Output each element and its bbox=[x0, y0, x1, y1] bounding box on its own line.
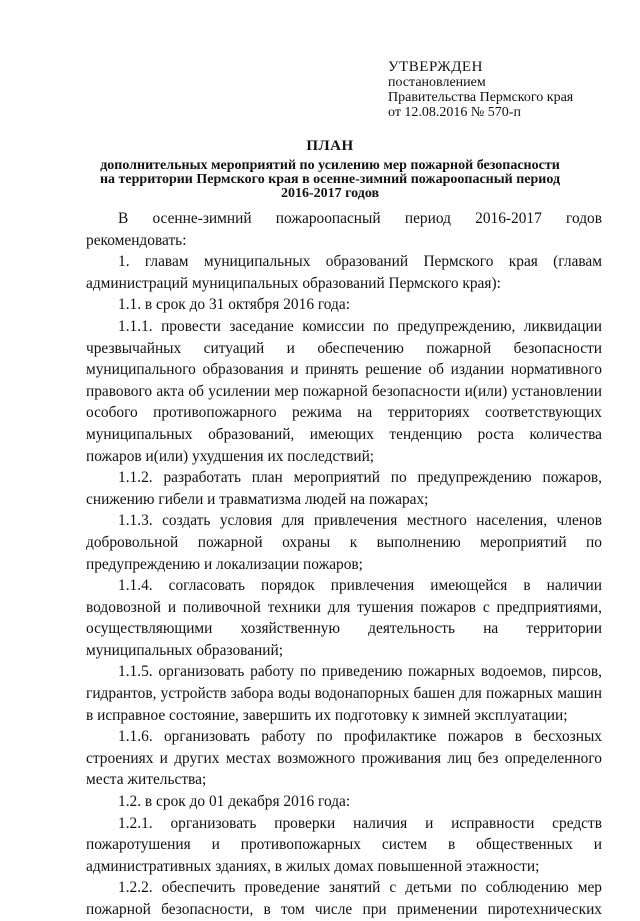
paragraph-1-2-1: 1.2.1. организовать проверки наличия и исправности средств пожаротушения и противопожарных систем в общественных и административных зданиях, в жилых домах повышенной этажности; bbox=[86, 814, 602, 875]
plan-heading: ПЛАН bbox=[306, 138, 354, 154]
paragraph-1-2-2: 1.2.2. обеспечить проведение занятий с детьми по соблюдению мер пожарной безопасности, в том числе при применении пиротехнических bbox=[86, 879, 602, 918]
paragraph-1-1-2: 1.1.2. разработать план мероприятий по предупреждению пожаров, снижению гибели и травматизма людей на пожарах; bbox=[86, 469, 602, 508]
subtitle-line-1: дополнительных мероприятий по усилению мер пожарной безопасности bbox=[100, 158, 560, 173]
paragraph-1-1-6: 1.1.6. организовать работу по профилактике пожаров в бесхозных строениях и других местах возможного проживания лиц без определенного места жительства; bbox=[86, 728, 602, 789]
paragraph-1-2: 1.2. в срок до 01 декабря 2016 года: bbox=[118, 793, 351, 811]
paragraph-1: 1. главам муниципальных образований Пермского края (главам администраций муниципальных образований Пермского края): bbox=[86, 253, 602, 292]
paragraph-1-1-4: 1.1.4. согласовать порядок привлечения имеющейся в наличии водовозной и поливочной техники для тушения пожаров с предприятиями, осуществляющими хозяйственную деятельность на территории муниципальных образований; bbox=[86, 577, 602, 659]
paragraph-1-1-3: 1.1.3. создать условия для привлечения местного населения, членов добровольной пожарной охраны к выполнению мероприятий по предупреждению и локализации пожаров; bbox=[86, 512, 602, 573]
paragraph-intro: В осенне-зимний пожароопасный период 2016-2017 годов рекомендовать: bbox=[86, 210, 602, 249]
subtitle-line-2: на территории Пермского края в осенне-зимний пожароопасный период bbox=[99, 172, 561, 187]
subtitle-line-3: 2016-2017 годов bbox=[280, 186, 380, 201]
paragraph-1-1: 1.1. в срок до 31 октября 2016 года: bbox=[118, 296, 350, 314]
paragraph-1-1-1: 1.1.1. провести заседание комиссии по предупреждению, ликвидации чрезвычайных ситуаций и обеспечению пожарной безопасности муниципального образования и принять решение об издании нормативного правового акта об усилении мер пожарной безопасности и(или) установлении особого противопожарного режима на территориях соответствующих муниципальных образований, имеющих тенденцию роста количества пожаров и(или) ухудшения их последствий; bbox=[86, 317, 602, 465]
approval-line-3: от 12.08.2016 № 570-п bbox=[388, 105, 521, 120]
approved-label: УТВЕРЖДЕН bbox=[388, 59, 483, 75]
approval-line-2: Правительства Пермского края bbox=[388, 90, 574, 105]
paragraph-1-1-5: 1.1.5. организовать работу по приведению пожарных водоемов, пирсов, гидрантов, устройств забора воды водонапорных башен для пожарных машин в исправное состояние, завершить их подготовку к зимней эксплуатации; bbox=[86, 663, 602, 724]
approval-line-1: постановлением bbox=[388, 75, 486, 90]
document-title bbox=[60, 137, 600, 201]
approval-stamp bbox=[388, 60, 628, 120]
document-body bbox=[86, 208, 602, 921]
